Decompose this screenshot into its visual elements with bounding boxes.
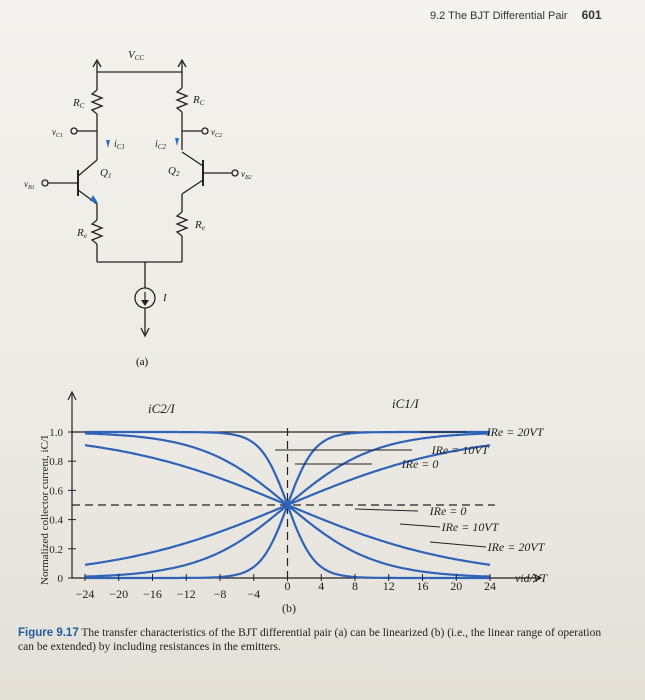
subfigure-a-label: (a) — [136, 356, 149, 368]
x-tick-label: −20 — [109, 587, 129, 601]
x-tick-label: −16 — [143, 587, 162, 601]
q2-label: Q2 — [168, 165, 180, 178]
y-tick-label: 0.8 — [49, 456, 63, 469]
y-tick-label: 0.2 — [49, 543, 63, 556]
vb2-label: $v_{B2}$ — [241, 169, 252, 181]
subfigure-b-label: (b) — [282, 601, 296, 615]
x-tick-label: −24 — [75, 587, 95, 601]
y-tick-label: 0 — [57, 573, 63, 585]
re-right-resistor — [177, 212, 187, 236]
vcc-label: VCC — [128, 49, 145, 62]
vb1-label: $v_{B1}$ — [24, 179, 35, 191]
vc1-label: $v_{C1}$ — [52, 127, 64, 139]
annotation-upper: IRe = 0 — [401, 457, 439, 471]
x-tick-label: 24 — [484, 579, 496, 593]
rc-left-label: RC — [73, 97, 85, 110]
annotation-upper: IRe = 10VT — [431, 443, 489, 457]
y-axis-label: Normalized collector current, iC/I — [39, 435, 51, 585]
annotation-lower: IRe = 20VT — [487, 540, 545, 554]
x-tick-label: 8 — [352, 579, 358, 593]
re-left-label: Re — [77, 227, 87, 240]
y-tick-label: 0.6 — [49, 485, 63, 498]
ic2-curve-label: iC2/I — [148, 401, 175, 416]
vc2-label: $v_{C2}$ — [211, 127, 223, 139]
annotation-leader — [430, 542, 486, 547]
q1-label: Q1 — [100, 167, 112, 180]
ic1-label: $i_{C1}$ — [114, 139, 125, 151]
page-number: 601 — [581, 8, 602, 22]
x-tick-label: −4 — [247, 587, 261, 601]
rc-right-label: RC — [193, 94, 205, 107]
x-tick-label: 12 — [382, 579, 395, 593]
x-tick-label: 16 — [416, 579, 429, 593]
y-tick-label: 0.4 — [49, 514, 63, 527]
re-right-label: Re — [195, 219, 205, 232]
transfer-characteristics-chart — [0, 380, 645, 620]
caption-label: Figure 9.17 — [18, 627, 79, 639]
current-source-label: I — [163, 292, 167, 304]
annotation-upper: IRe = 20VT — [486, 425, 544, 439]
ic1-curve-label: iC1/I — [392, 396, 419, 411]
rc-left-resistor — [92, 90, 102, 114]
annotation-lower: IRe = 10VT — [441, 520, 499, 534]
y-tick-label: 1.0 — [49, 427, 63, 439]
rc-right-resistor — [177, 88, 187, 112]
x-tick-label: −8 — [213, 587, 227, 601]
annotation-leader — [355, 509, 418, 511]
annotation-leader — [400, 524, 440, 527]
x-axis-label: vid/VT — [515, 571, 547, 585]
x-tick-label: 0 — [284, 579, 291, 593]
re-left-resistor — [92, 220, 102, 244]
caption-text: The transfer characteristics of the BJT differential pair (a) can be linearized (b) (i.e., the linear range of operation can be extended) by including resistances in the emitters. — [18, 627, 602, 653]
x-tick-label: −12 — [176, 587, 196, 601]
annotation-lower: IRe = 0 — [429, 504, 467, 518]
section-title: 9.2 The BJT Differential Pair — [430, 10, 568, 22]
x-tick-label: 4 — [318, 579, 325, 593]
figure-caption — [18, 626, 618, 654]
ic2-label: $i_{C2}$ — [155, 139, 166, 151]
x-tick-label: 20 — [450, 579, 463, 593]
